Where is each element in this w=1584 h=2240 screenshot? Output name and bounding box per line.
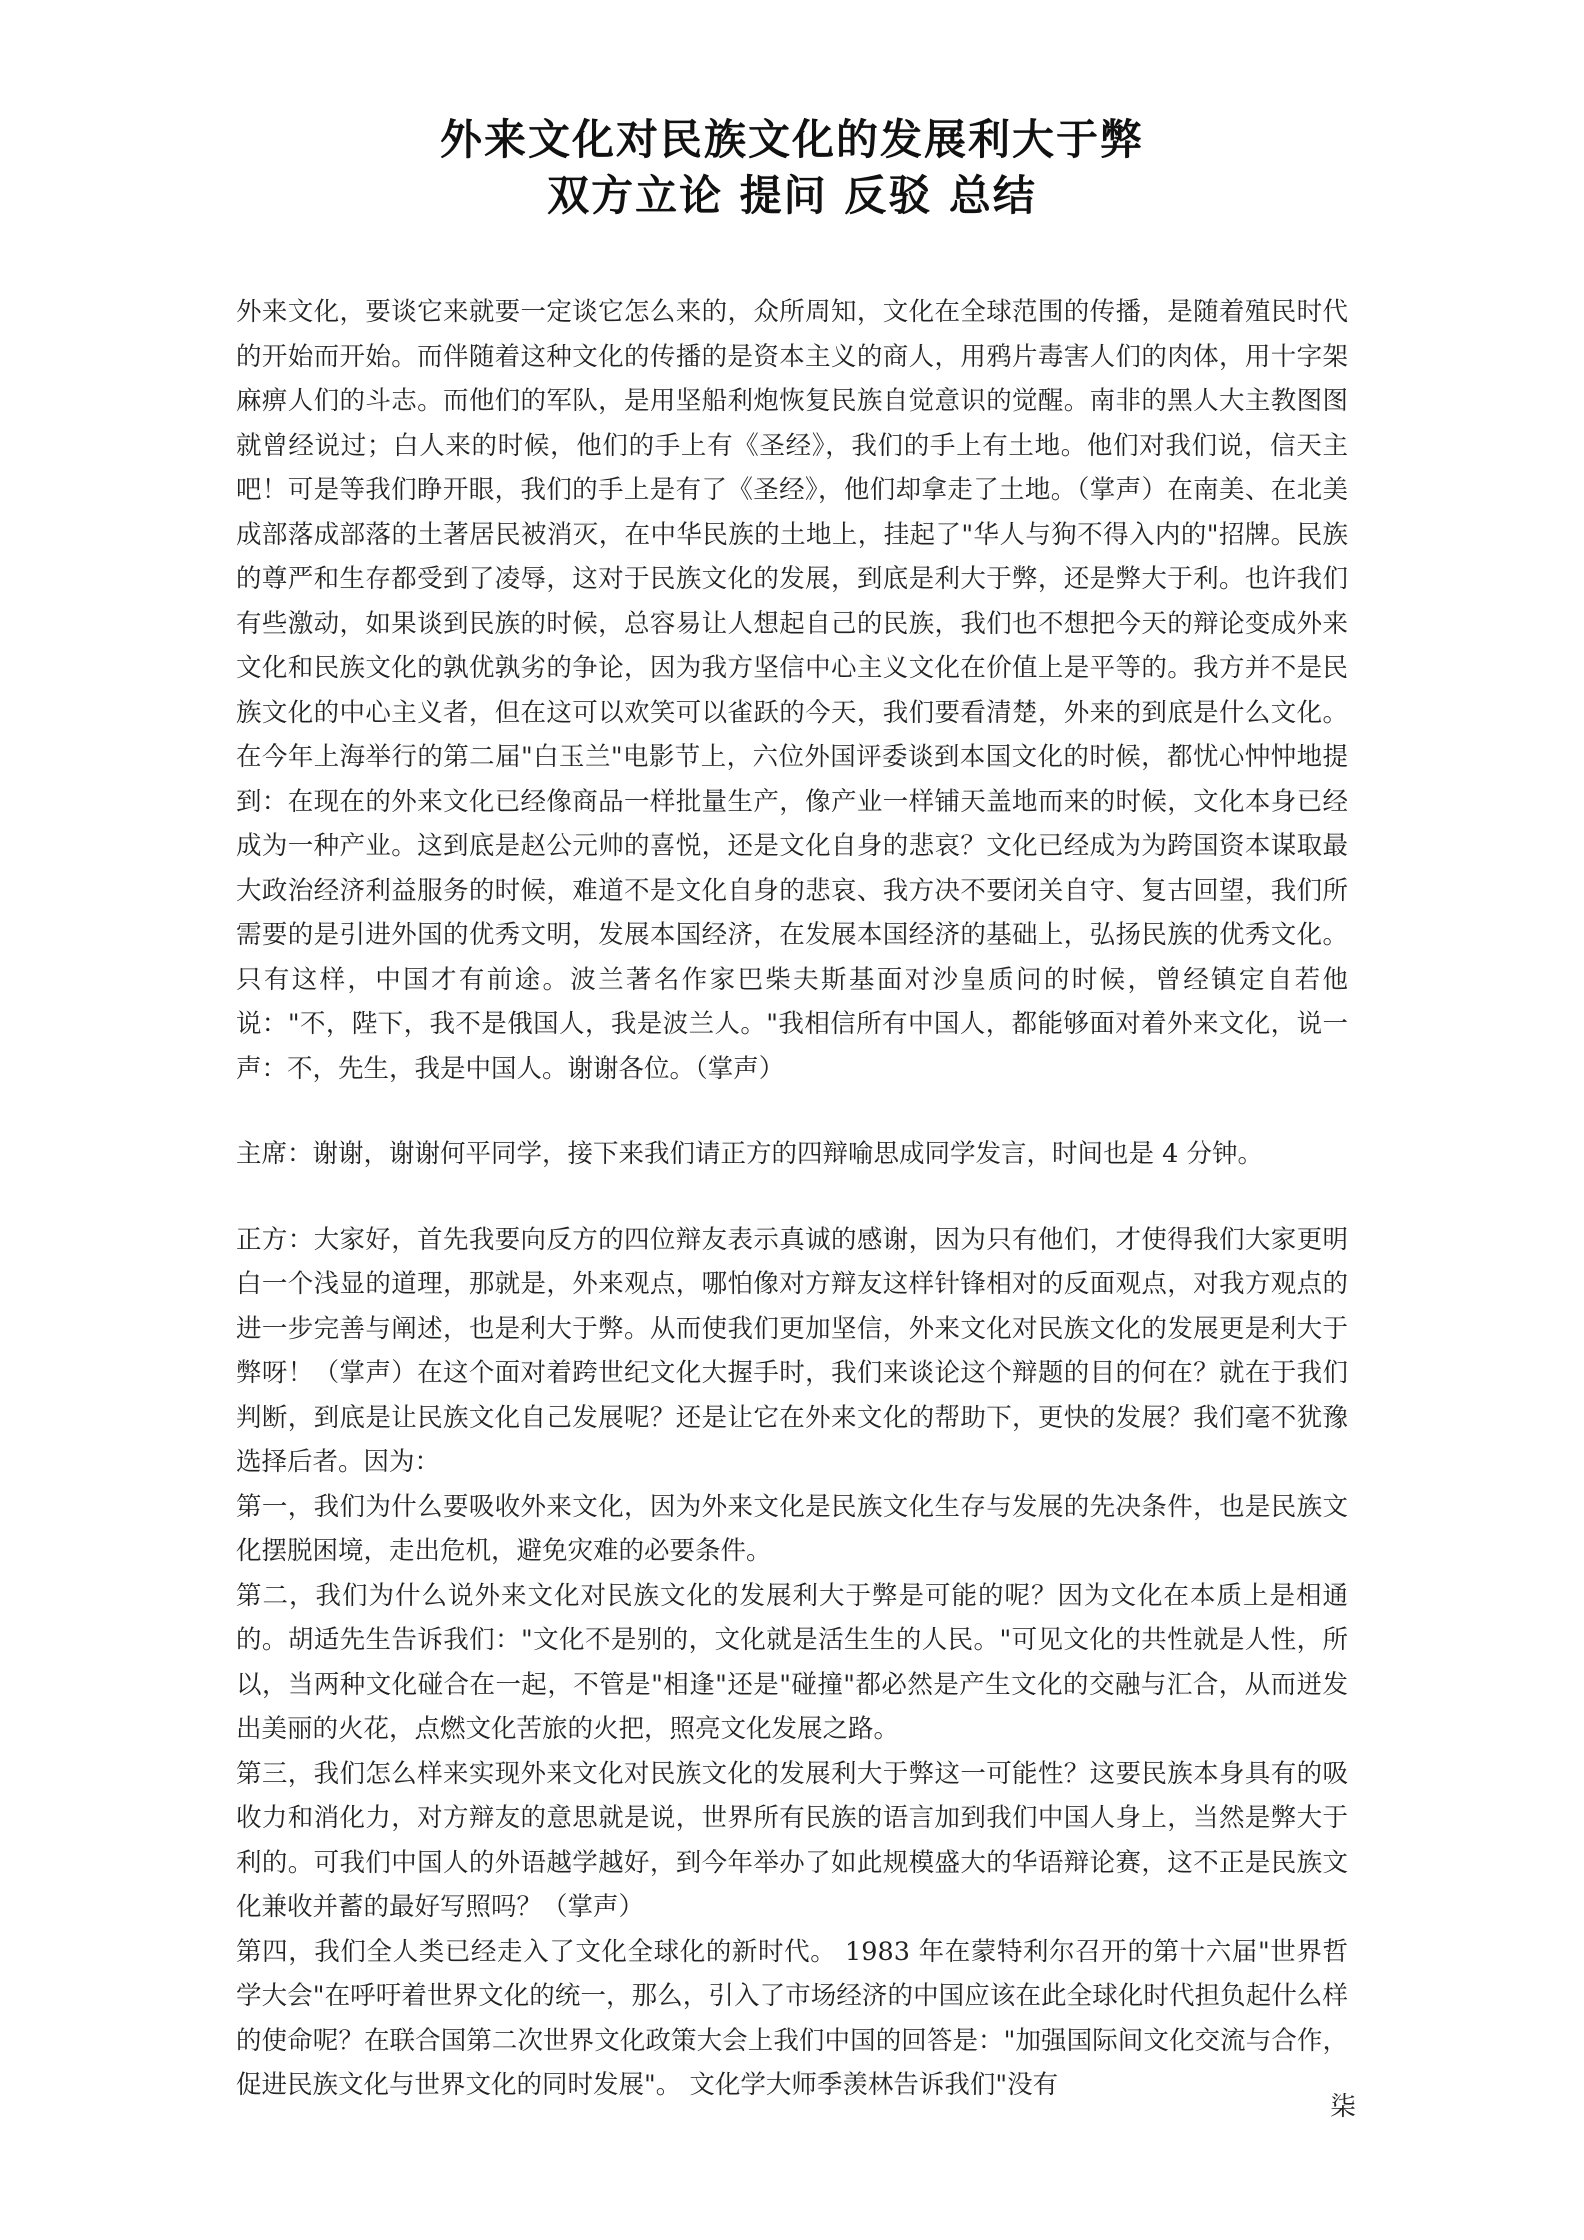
page-number: 柒 xyxy=(1330,2092,1357,2122)
paragraph-spacer xyxy=(236,1091,1348,1132)
paragraph-point-three: 第三，我们怎么样来实现外来文化对民族文化的发展利大于弊这一可能性？这要民族本身具有的吸收力和消化力，对方辩友的意思就是说，世界所有民族的语言加到我们中国人身上，当然是弊大于利的。可我们中国人的外语越学越好，到今年举办了如此规模盛大的华语辩论赛，这不正是民族文化兼收并蓄的最好写照吗？（掌声） xyxy=(236,1758,1348,1922)
document-title: 外来文化对民族文化的发展利大于弊 xyxy=(439,115,1144,164)
title-block xyxy=(0,112,1584,224)
document-subtitle: 双方立论 提问 反驳 总结 xyxy=(547,171,1037,220)
paragraph-spacer xyxy=(236,1177,1348,1218)
paragraph-point-one: 第一，我们为什么要吸收外来文化，因为外来文化是民族文化生存与发展的先决条件，也是民族文化摆脱困境，走出危机，避免灾难的必要条件。 xyxy=(236,1491,1348,1566)
paragraph-point-four: 第四，我们全人类已经走入了文化全球化的新时代。 1983 年在蒙特利尔召开的第十六届"世界哲学大会"在呼吁着世界文化的统一，那么，引入了市场经济的中国应该在此全球化时代担负起什么样的使命呢？在联合国第二次世界文化政策大会上我们中国的回答是："加强国际间文化交流与合作，促进民族文化与世界文化的同时发展"。 文化学大师季羡林告诉我们"没有 xyxy=(236,1936,1348,2100)
paragraph-chair-remark: 主席：谢谢，谢谢何平同学，接下来我们请正方的四辩喻思成同学发言，时间也是 4 分钟。 xyxy=(236,1139,1263,1169)
paragraph-affirmative-intro: 正方：大家好，首先我要向反方的四位辩友表示真诚的感谢，因为只有他们，才使得我们大家更明白一个浅显的道理，那就是，外来观点，哪怕像对方辩友这样针锋相对的反面观点，对我方观点的进一步完善与阐述，也是利大于弊。从而使我们更加坚信，外来文化对民族文化的发展更是利大于弊呀！（掌声）在这个面对着跨世纪文化大握手时，我们来谈论这个辩题的目的何在？就在于我们判断，到底是让民族文化自己发展呢？还是让它在外来文化的帮助下，更快的发展？我们毫不犹豫选择后者。因为： xyxy=(236,1224,1348,1477)
paragraph-point-two: 第二，我们为什么说外来文化对民族文化的发展利大于弊是可能的呢？因为文化在本质上是相通的。胡适先生告诉我们："文化不是别的，文化就是活生生的人民。"可见文化的共性就是人性，所以，当两种文化碰合在一起，不管是"相逢"还是"碰撞"都必然是产生文化的交融与汇合，从而迸发出美丽的火花，点燃文化苦旅的火把，照亮文化发展之路。 xyxy=(236,1580,1348,1744)
paragraph-opening-statement: 外来文化，要谈它来就要一定谈它怎么来的，众所周知，文化在全球范围的传播，是随着殖民时代的开始而开始。而伴随着这种文化的传播的是资本主义的商人，用鸦片毒害人们的肉体，用十字架麻痹人们的斗志。而他们的军队，是用坚船利炮恢复民族自觉意识的觉醒。南非的黑人大主教图图就曾经说过；白人来的时候，他们的手上有《圣经》，我们的手上有土地。他们对我们说，信天主吧！可是等我们睁开眼，我们的手上是有了《圣经》，他们却拿走了土地。（掌声）在南美、在北美成部落成部落的土著居民被消灭，在中华民族的土地上，挂起了"华人与狗不得入内的"招牌。民族的尊严和生存都受到了凌辱，这对于民族文化的发展，到底是利大于弊，还是弊大于利。也许我们有些激动，如果谈到民族的时候，总容易让人想起自己的民族，我们也不想把今天的辩论变成外来文化和民族文化的孰优孰劣的争论，因为我方坚信中心主义文化在价值上是平等的。我方并不是民族文化的中心主义者，但在这可以欢笑可以雀跃的今天，我们要看清楚，外来的到底是什么文化。在今年上海举行的第二届"白玉兰"电影节上，六位外国评委谈到本国文化的时候，都忧心忡忡地提到：在现在的外来文化已经像商品一样批量生产，像产业一样铺天盖地而来的时候，文化本身已经成为一种产业。这到底是赵公元帅的喜悦，还是文化自身的悲哀？文化已经成为为跨国资本谋取最大政治经济利益服务的时候，难道不是文化自身的悲哀、我方决不要闭关自守、复古回望，我们所需要的是引进外国的优秀文明，发展本国经济，在发展本国经济的基础上，弘扬民族的优秀文化。只有这样，中国才有前途。波兰著名作家巴柴夫斯基面对沙皇质问的时候，曾经镇定自若他说："不，陛下，我不是俄国人，我是波兰人。"我相信所有中国人，都能够面对着外来文化，说一声：不，先生，我是中国人。谢谢各位。（掌声） xyxy=(236,297,1348,1084)
document-body xyxy=(236,290,1348,2108)
